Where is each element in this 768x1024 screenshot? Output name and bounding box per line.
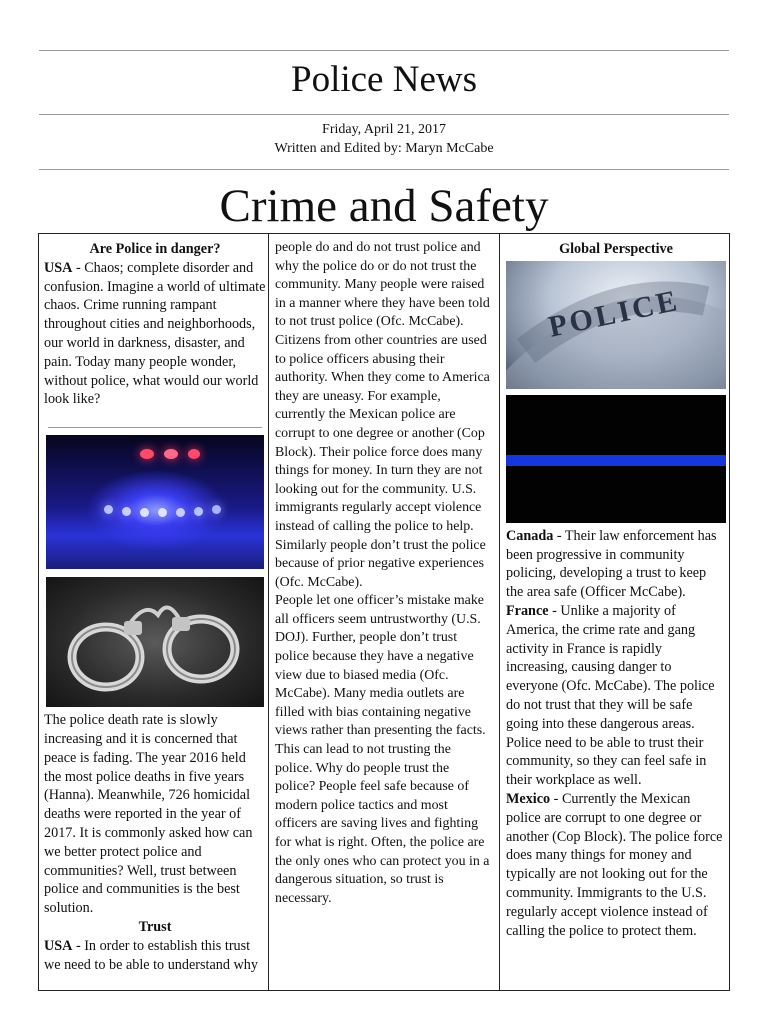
intro-text: - Chaos; complete disorder and confusion. Imagine a world of ultimate chaos. Crime running rampant throughout cities and neighborhoods, our world in darkness, disaster, and pain. Today many people wonder, without police, what would our world look like? [44, 259, 266, 408]
country-entry-france [506, 602, 726, 790]
place-label: USA [44, 937, 73, 954]
siren-light-blue [194, 507, 203, 516]
siren-light-red [164, 449, 178, 459]
column-3 [506, 240, 726, 940]
trust-text: - In order to establish this trust we need to be able to understand why [44, 937, 258, 973]
handcuffs-icon [46, 577, 264, 707]
column-1 [44, 240, 266, 974]
section-heading-trust: Trust [138, 918, 172, 935]
column-divider-1 [268, 233, 269, 991]
police-badge-photo [506, 261, 726, 389]
handcuffs-photo [46, 577, 264, 707]
siren-light-blue [122, 507, 131, 516]
column-divider-2 [499, 233, 500, 991]
country-entry-mexico [506, 790, 726, 940]
blue-stripe [506, 455, 726, 466]
byline: Written and Edited by: Maryn McCabe [274, 141, 494, 156]
badge-word: POLICE [545, 283, 683, 344]
siren-light-blue [212, 505, 221, 514]
place-label: Mexico [506, 790, 551, 807]
section-heading-police-danger: Are Police in danger? [89, 241, 221, 257]
masthead-rule [39, 114, 729, 115]
trust-paragraph [44, 937, 266, 975]
country-entry-canada [506, 527, 726, 602]
police-siren-photo [46, 435, 264, 569]
section-separator [48, 427, 262, 428]
place-label: Canada [506, 527, 554, 544]
byline-rule [39, 169, 729, 170]
siren-light-red [140, 449, 154, 459]
paper-name: Police News [291, 59, 477, 100]
column-2 [275, 239, 490, 908]
siren-light-blue [140, 508, 149, 517]
country-text: - Currently the Mexican police are corrupt to one degree or another (Cop Block). The police force does many things for money and typically are not looking out for the community. Immigrants to the U.S. regularly accept violence instead of calling the police to protect them. [506, 790, 723, 939]
country-text: - Unlike a majority of America, the crime rate and gang activity in France is rapidly increasing, causing danger to everyone (Ofc. McCabe). The police do not trust that they will be safe going into these dangerous areas. Police need to be able to trust their community, so they can feel safe in their workplace as well. [506, 602, 715, 789]
siren-light-blue [176, 508, 185, 517]
siren-light-red [188, 449, 200, 459]
country-text: - Their law enforcement has been progressive in community policing, developing a trust to keep the area safe (Officer McCabe). [506, 527, 717, 601]
publication-date: Friday, April 21, 2017 [322, 122, 446, 137]
siren-light-blue [104, 505, 113, 514]
thin-blue-line-flag [506, 395, 726, 523]
media-paragraph: People let one officer’s mistake make all officers seem untrustworthy (U.S. DOJ). Further, people don’t trust police because they have a negative view due to biased media (Ofc. McCabe). Many media outlets are filled with bias containing negative views rather than presenting the facts. This can lead to not trusting the police. Why do people trust the police? People feel safe because of modern police tactics and most officers are saving lives and fighting for what is right. Often, the police are the only ones who can protect you in a dangerous situation, so trust is necessary. [275, 593, 490, 906]
continued-paragraph: people do and do not trust police and why the police do or do not trust the community. Many people were raised in a manner where they have been told to not trust police (Ofc. McCabe). Citizens from other countries are used to police officers abusing their authority. When they come to America they are uneasy. For example, currently the Mexican police are corrupt to one degree or another (Cop Block). Their police force does many things for money. In turn they are not looking out for the community. U.S. immigrants regularly accept violence instead of calling the police to help. Similarly people don’t trust the police because of prior negative experiences (Ofc. McCabe). [275, 240, 490, 590]
intro-paragraph [44, 259, 266, 409]
headline: Crime and Safety [219, 180, 549, 232]
police-badge-icon [506, 261, 726, 389]
top-rule [39, 50, 729, 51]
body-paragraph: The police death rate is slowly increasing and it is concerned that peace is fading. The year 2016 held the most police deaths in five years (Hanna). Meanwhile, 726 homicidal deaths were reported in the year of 2017. It is commonly asked how can we better protect police and communities? Well, trust between police and communities is the best solution. [44, 712, 253, 917]
section-heading-global: Global Perspective [559, 241, 673, 257]
place-label: France [506, 602, 549, 619]
place-label: USA [44, 259, 73, 276]
siren-light-blue [158, 508, 167, 517]
